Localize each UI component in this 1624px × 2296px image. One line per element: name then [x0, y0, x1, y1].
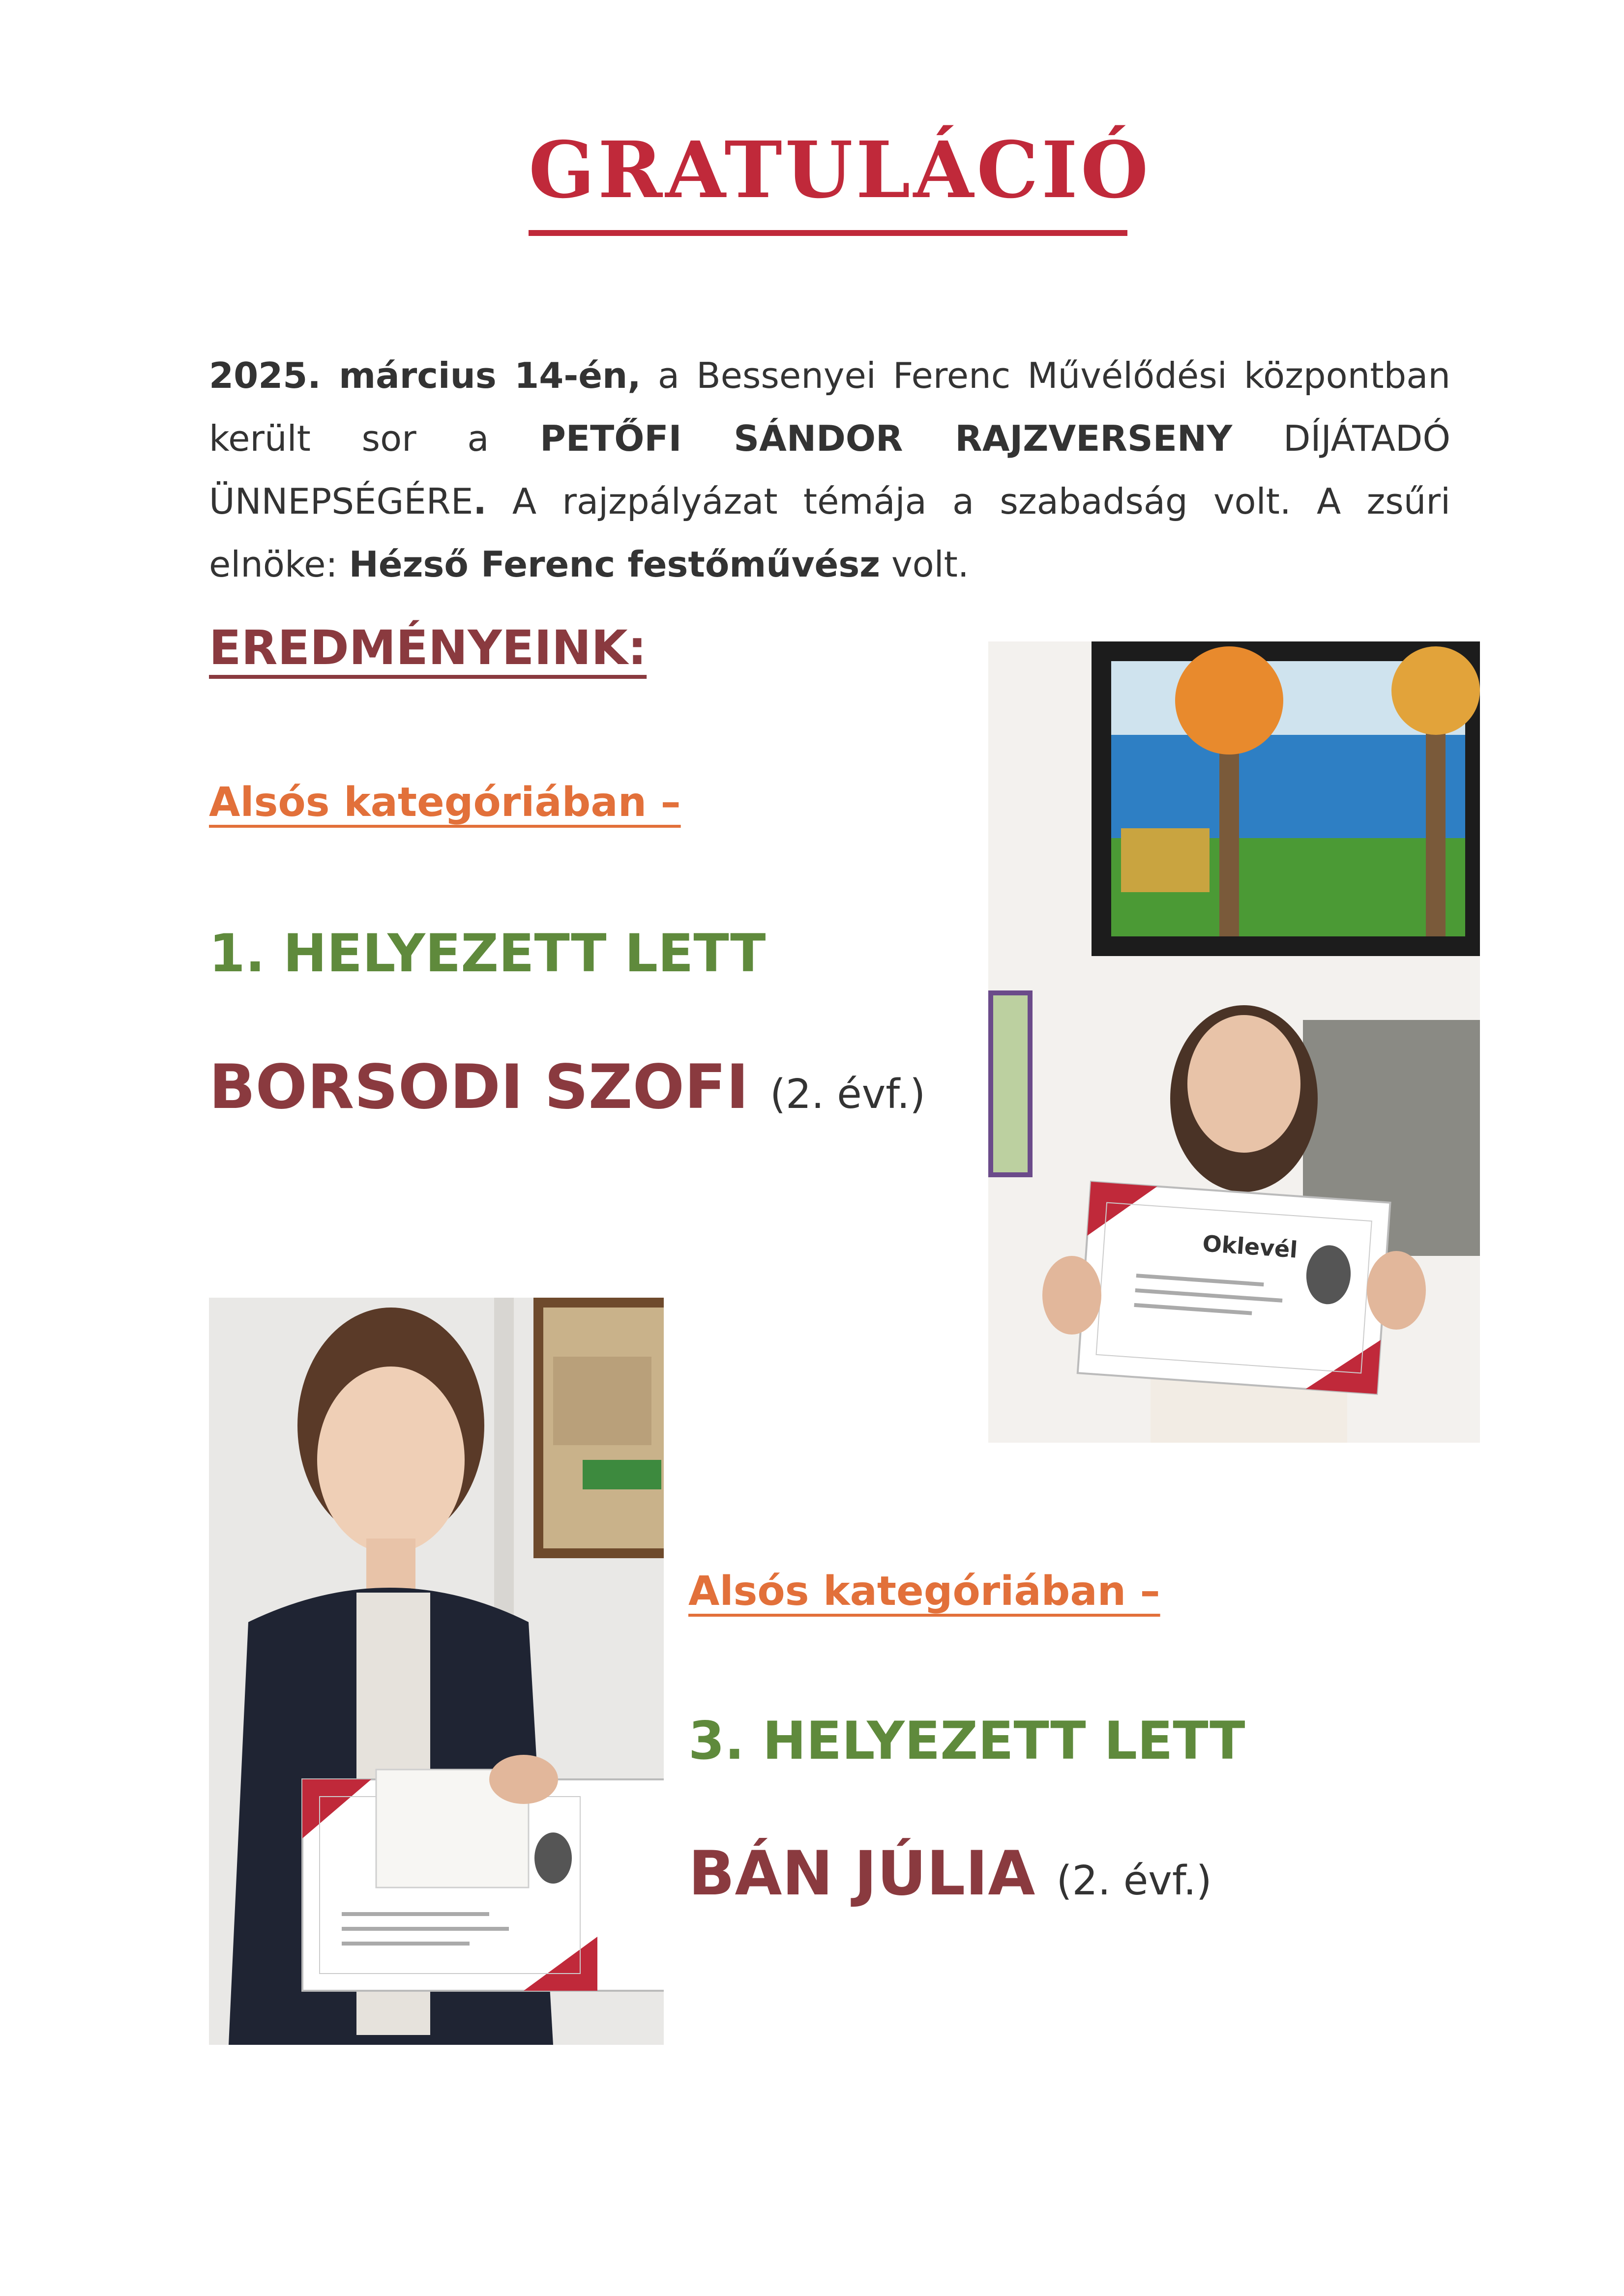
- intro-paragraph: [209, 344, 1450, 596]
- award-1-category: Alsós kategóriában –: [209, 779, 681, 826]
- award-2-category: Alsós kategóriában –: [688, 1568, 1160, 1615]
- award-2-place: 3. HELYEZETT LETT: [688, 1711, 1245, 1771]
- award-2-winner: [688, 1838, 1212, 1909]
- title-underline: [529, 230, 1127, 236]
- award-1-photo: [988, 641, 1480, 1443]
- award-1-place: 1. HELYEZETT LETT: [209, 923, 766, 984]
- event-name: PETŐFI SÁNDOR RAJZVERSENY: [540, 418, 1233, 459]
- intro-text-1: a Bessenyei Ferenc Művélődési központban került sor a: [209, 355, 1451, 459]
- award-1-name: BORSODI SZOFI: [209, 1052, 749, 1123]
- award-2-photo: [209, 1298, 664, 2045]
- intro-text-2-end: .: [473, 481, 487, 522]
- intro-text-4: volt.: [880, 544, 969, 585]
- award-2-grade: (2. évf.): [1056, 1858, 1212, 1904]
- award-2-name: BÁN JÚLIA: [688, 1838, 1035, 1909]
- award-1-photo-illustration: [988, 641, 1480, 1443]
- award-1-grade: (2. évf.): [770, 1071, 926, 1118]
- certificate-title: Oklevél: [1201, 1230, 1299, 1263]
- event-date: 2025. március 14-én,: [209, 355, 641, 396]
- award-2-photo-illustration: [209, 1298, 664, 2045]
- intro-text-2: DÍJÁTADÓ ÜNNEPSÉGÉRE: [209, 418, 1451, 522]
- page-title: GRATULÁCIÓ: [529, 125, 1152, 216]
- jury-president: Hézső Ferenc festőművész: [349, 544, 881, 585]
- award-1-winner: [209, 1052, 925, 1123]
- intro-text-3: A rajzpályázat témája a szabadság volt. A zsűri elnöke:: [209, 481, 1450, 585]
- results-heading: EREDMÉNYEINK:: [209, 620, 647, 675]
